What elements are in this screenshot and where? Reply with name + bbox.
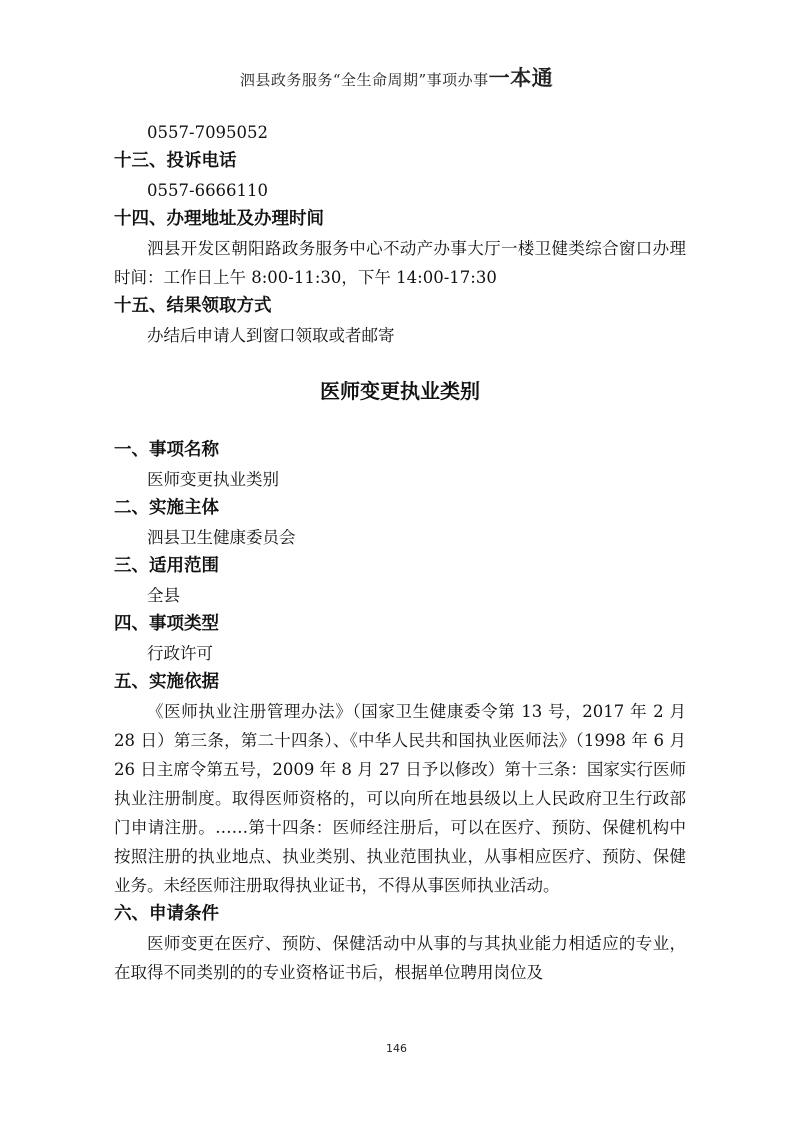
section-3-heading: 三、适用范围 <box>114 556 219 576</box>
address-and-hours: 泗县开发区朝阳路政务服务中心不动产办事大厅一楼卫健类综合窗口办理时间：工作日上午 8:00-11:30，下午 14:00-17:30 <box>114 239 686 287</box>
page-header <box>0 62 793 92</box>
consult-phone: 0557-7095052 <box>147 123 269 142</box>
section-13-heading: 十三、投诉电话 <box>114 151 237 171</box>
section-2-value: 泗县卫生健康委员会 <box>147 528 296 547</box>
header-text: 泗县政务服务“全生命周期”事项办事 <box>239 71 489 89</box>
section-4-value: 行政许可 <box>147 644 213 663</box>
section-5-heading: 五、实施依据 <box>114 672 219 692</box>
section-1-heading: 一、事项名称 <box>114 440 219 460</box>
section-4-heading: 四、事项类型 <box>114 614 219 634</box>
section-2-heading: 二、实施主体 <box>114 498 219 518</box>
section-6-heading: 六、申请条件 <box>114 904 219 924</box>
result-pickup: 办结后申请人到窗口领取或者邮寄 <box>147 326 395 345</box>
section-6-value: 医师变更在医疗、预防、保健活动中从事的与其执业能力相适应的专业，在取得不同类别的的专业资格证书后，根据单位聘用岗位及 <box>114 934 686 982</box>
page-number: 146 <box>386 1042 407 1055</box>
document-body <box>114 118 686 987</box>
section-3-value: 全县 <box>147 586 180 605</box>
section-1-value: 医师变更执业类别 <box>147 470 279 489</box>
section-5-value: 《医师执业注册管理办法》（国家卫生健康委令第 13 号，2017 年 2 月 28 日）第三条，第二十四条）、《中华人民共和国执业医师法》（1998 年 6 月 26 日主席令第五号，2009 年 8 月 27 日予以修改）第十三条：国家实行医师执业注册制度。取得医师资格的，可以向所在地县级以上人民政府卫生行政部门申请注册。……第十四条：医师经注册后，可以在医疗、预防、保健机构中按照注册的执业地点、执业类别、执业范围执业，从事相应医疗、预防、保健业务。未经医师注册取得执业证书，不得从事医师执业活动。 <box>114 702 686 895</box>
document-title: 医师变更执业类别 <box>320 379 480 403</box>
section-15-heading: 十五、结果领取方式 <box>114 296 272 316</box>
complaint-phone: 0557-6666110 <box>147 181 269 200</box>
section-14-heading: 十四、办理地址及办理时间 <box>114 209 324 229</box>
header-emphasis: 一本通 <box>488 65 554 90</box>
